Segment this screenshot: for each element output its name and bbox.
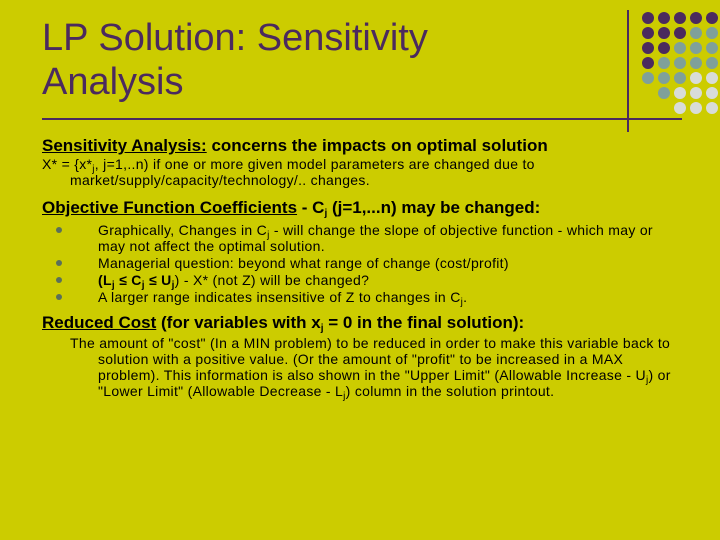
decor-dot [642, 42, 654, 54]
reduced-text-s2: j [343, 391, 346, 402]
decor-dot [706, 72, 718, 84]
b4-b: . [463, 289, 468, 305]
reduced-cost-heading [42, 313, 682, 333]
decor-dot-grid [642, 12, 719, 117]
sensitivity-description [42, 156, 682, 188]
reduced-text-a: The amount of "cost" (In a MIN problem) to be reduced in order to make this variable back to solution with a positive value. (Or the amount of "profit" to be increased in a MAX problem). This information is also shown in the "Upper Limit" (Allowable Increase - U [70, 335, 671, 383]
b3-s2: j [141, 280, 145, 291]
list-item [42, 255, 682, 271]
sens-text-b: , j=1,..n) if one or more given model parameters are changed due to market/supply/capacity/technology/.. changes. [70, 156, 535, 188]
objective-heading-b: (j=1,...n) may be changed: [327, 198, 541, 217]
b1-sub: j [267, 230, 270, 241]
decor-dot [674, 27, 686, 39]
title-line-2: Analysis [42, 61, 184, 103]
bullet-dot-icon [56, 260, 62, 266]
objective-heading-a: - C [297, 198, 325, 217]
b1-a: Graphically, Changes in C [98, 222, 268, 238]
decor-dot [642, 87, 654, 99]
decor-dot [658, 72, 670, 84]
reduced-heading-a: (for variables with x [156, 313, 321, 332]
decor-dot [690, 27, 702, 39]
reduced-text-b: ) or "Lower Limit" (Allowable Decrease - L [98, 367, 671, 399]
decor-dot [642, 102, 654, 114]
b4-sub: j [460, 297, 464, 308]
reduced-heading-b: = 0 in the final solution): [323, 313, 525, 332]
reduced-text-c: ) column in the solution printout. [345, 383, 555, 399]
decor-vertical-rule [627, 10, 629, 132]
title-divider [42, 118, 682, 120]
list-item [42, 289, 682, 308]
sensitivity-heading-rest: concerns the impacts on optimal solution [206, 136, 548, 155]
decor-dot [674, 87, 686, 99]
decor-dot [706, 57, 718, 69]
b3-a: (L [98, 272, 112, 288]
decor-dot [706, 12, 718, 24]
decor-dot [706, 102, 718, 114]
decor-dot [642, 57, 654, 69]
title-line-1: LP Solution: Sensitivity [42, 17, 428, 59]
decor-dot [674, 57, 686, 69]
decor-dot [658, 57, 670, 69]
decor-dot [642, 12, 654, 24]
b3-s1: j [111, 280, 115, 291]
objective-heading-sub: j [324, 208, 328, 219]
decor-dot [690, 42, 702, 54]
b3-c: ≤ U [144, 272, 172, 288]
slide-title [42, 16, 562, 104]
decor-dot [690, 72, 702, 84]
b1-b: - will change the slope of objective function - which may or may not affect the optimal solution. [98, 222, 653, 254]
decor-dot [658, 102, 670, 114]
sens-text-sub: j [92, 164, 95, 175]
decor-dot [658, 27, 670, 39]
objective-heading-term: Objective Function Coefficients [42, 198, 298, 217]
sens-text-a: X* = {x* [42, 156, 93, 172]
b3-b: ≤ C [114, 272, 142, 288]
decor-dot [706, 42, 718, 54]
decor-dot [690, 102, 702, 114]
list-item [42, 222, 682, 254]
decor-dot [642, 72, 654, 84]
sensitivity-heading-term: Sensitivity Analysis: [42, 136, 207, 155]
objective-heading [42, 198, 682, 218]
decor-dot [674, 42, 686, 54]
decor-dot [674, 102, 686, 114]
reduced-heading-sub: j [320, 323, 324, 334]
bullet-dot-icon [56, 277, 62, 283]
decor-dot [706, 87, 718, 99]
decor-dot [658, 87, 670, 99]
b2: Managerial question: beyond what range of change (cost/profit) [98, 255, 509, 271]
decor-dot [674, 72, 686, 84]
decor-dot [658, 42, 670, 54]
decor-dot [706, 27, 718, 39]
decor-dot [690, 57, 702, 69]
decor-dot [658, 12, 670, 24]
objective-bullet-list [42, 222, 682, 308]
decor-dot [642, 27, 654, 39]
list-item [42, 272, 682, 291]
reduced-cost-description [70, 335, 682, 402]
b3-d: ) - X* (not Z) will be changed? [174, 272, 370, 288]
slide-body [42, 136, 682, 402]
b3-s3: j [171, 280, 175, 291]
bullet-dot-icon [56, 227, 62, 233]
reduced-text-s1: j [645, 375, 649, 386]
b4-a: A larger range indicates insensitive of Z to changes in C [98, 289, 461, 305]
decor-dot [674, 12, 686, 24]
bullet-dot-icon [56, 294, 62, 300]
sensitivity-heading [42, 136, 682, 156]
decor-dot [690, 87, 702, 99]
decor-dot [690, 12, 702, 24]
reduced-cost-term: Reduced Cost [42, 313, 157, 332]
